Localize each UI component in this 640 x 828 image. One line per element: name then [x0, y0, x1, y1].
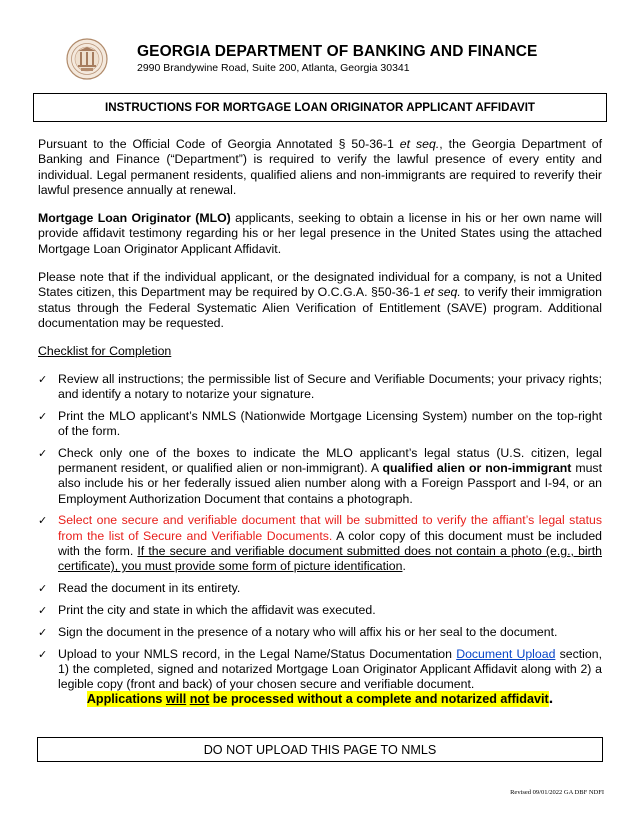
checkmark-icon: ✓ [38, 603, 48, 617]
warning-highlight: Applications will not be processed without a complete and notarized affidavit [86, 692, 549, 706]
note-paragraph: Please note that if the individual applicant, or the designated individual for a company, is not a United States citizen, this Department may be required by O.C.G.A. §50-36-1 et seq. to verify their immigration status through the Federal Systematic Alien Verification of Entitlement (SAVE) program. Additional documentation may be requested. [38, 270, 602, 330]
checkmark-icon: ✓ [38, 446, 48, 460]
checkmark-icon: ✓ [38, 647, 48, 661]
checklist-item: ✓ Upload to your NMLS record, in the Legal Name/Status Documentation Document Upload section, 1) the completed, signed and notarized Mortgage Loan Originator Applicant Affidavit along with 2) a legible copy (front and back) of your chosen secure and verifiable document. [38, 646, 602, 692]
checklist-heading: Checklist for Completion [38, 344, 172, 359]
checklist-item: ✓ Print the MLO applicant’s NMLS (Nationwide Mortgage Licensing System) number on the top-right of the form. [38, 408, 602, 438]
checkmark-icon: ✓ [38, 372, 48, 386]
document-upload-link[interactable]: Document Upload [456, 646, 556, 661]
upload-notice: DO NOT UPLOAD THIS PAGE TO NMLS [37, 737, 603, 762]
instructions-body [38, 137, 602, 699]
intro-paragraph: Pursuant to the Official Code of Georgia Annotated § 50-36-1 et seq., the Georgia Department of Banking and Finance (“Department”) is required to verify the lawful presence of every entity and individual. Legal permanent residents, qualified aliens and non-immigrants are required to reverify their lawful presence annually at renewal. [38, 137, 602, 197]
georgia-state-seal-icon [66, 38, 108, 80]
required-document-text: Select one secure and verifiable document that will be submitted to verify the affiant’s legal status from the list of Secure and Verifiable Documents. [58, 513, 602, 543]
checklist-item: ✓ Print the city and state in which the affidavit was executed. [38, 602, 376, 617]
checklist-item: ✓ Sign the document in the presence of a notary who will affix his or her seal to the document. [38, 624, 558, 639]
warning-notice: Applications will not be processed without a complete and notarized affidavit. [86, 690, 554, 707]
org-name: GEORGIA DEPARTMENT OF BANKING AND FINANCE [137, 43, 538, 60]
revision-note: Revised 09/01/2022 GA DBF NDFI [510, 789, 604, 796]
mlo-paragraph: Mortgage Loan Originator (MLO) applicants, seeking to obtain a license in his or her own name will provide affidavit testimony regarding his or her legal presence in the United States using the attached Mortgage Loan Originator Applicant Affidavit. [38, 211, 602, 256]
checklist-item: ✓ Check only one of the boxes to indicate the MLO applicant’s legal status (U.S. citizen, legal permanent resident, or qualified alien or non-immigrant). A qualified alien or non-immigrant must also include his or her federally issued alien number along with a Foreign Passport and I-94, or an Employment Authorization Document that contains a photograph. [38, 445, 602, 506]
checkmark-icon: ✓ [38, 625, 48, 639]
checkmark-icon: ✓ [38, 514, 48, 528]
checkmark-icon: ✓ [38, 409, 48, 423]
checklist-item: ✓ Select one secure and verifiable document that will be submitted to verify the affiant’s legal status from the list of Secure and Verifiable Documents. A color copy of this document must be included with the form. If the secure and verifiable document submitted does not contain a photo (e.g., birth certificate), you must provide some form of picture identification. [38, 513, 603, 574]
org-address: 2990 Brandywine Road, Suite 200, Atlanta, Georgia 30341 [137, 62, 410, 74]
checklist-item: ✓ Read the document in its entirety. [38, 581, 241, 596]
checklist-item: ✓ Review all instructions; the permissible list of Secure and Verifiable Documents; your privacy rights; and identify a notary to notarize your signature. [38, 371, 602, 401]
checkmark-icon: ✓ [38, 582, 48, 596]
checklist [38, 372, 602, 693]
page-title: INSTRUCTIONS FOR MORTGAGE LOAN ORIGINATOR APPLICANT AFFIDAVIT [33, 93, 607, 122]
